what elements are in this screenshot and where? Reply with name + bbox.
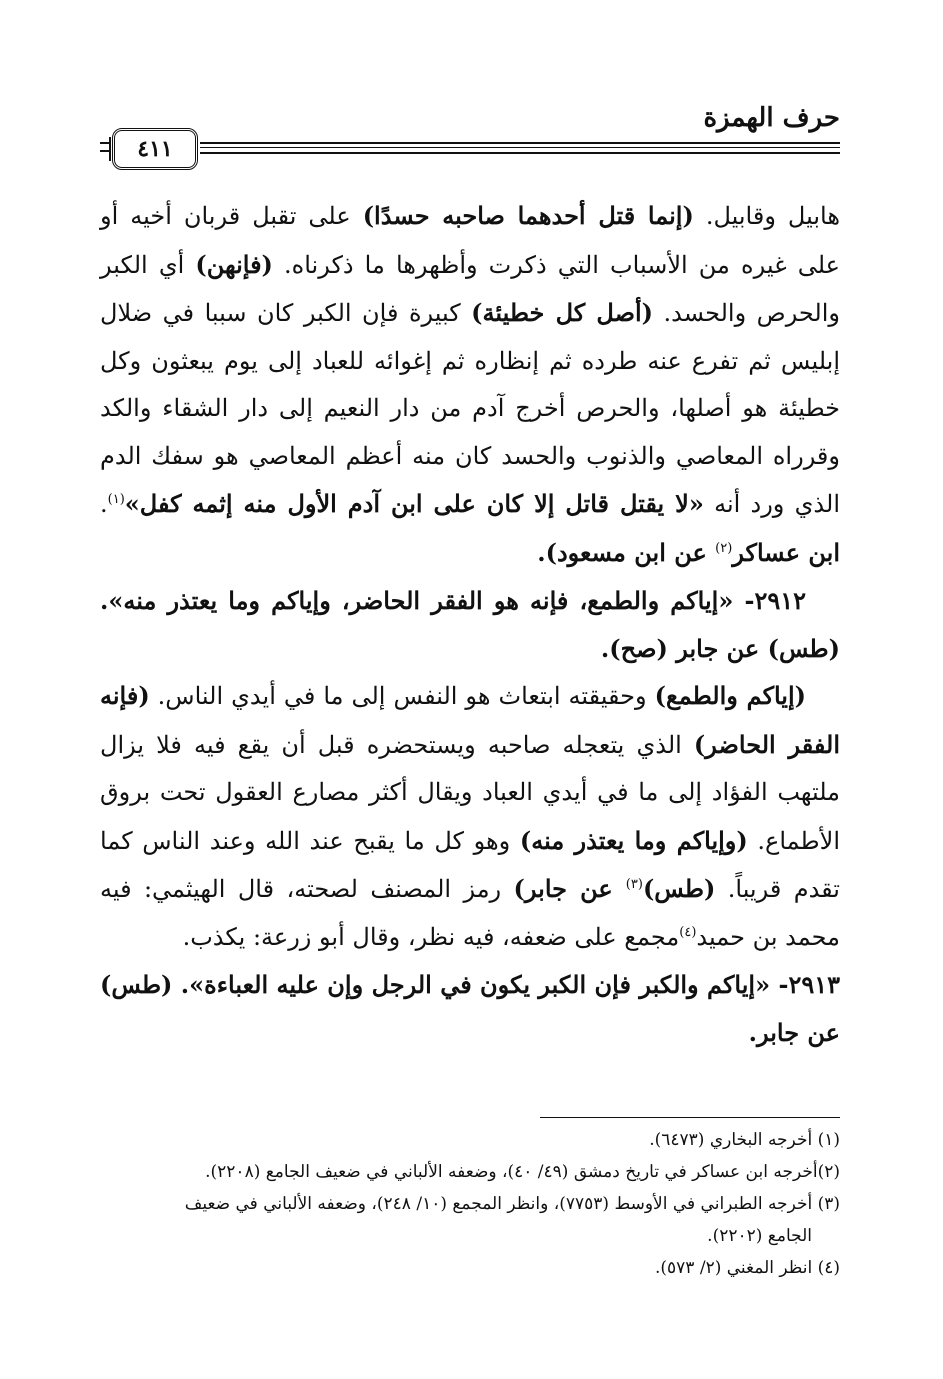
page-number-text: ٤١١ [137,136,173,162]
main-text [100,192,840,1056]
footnote-ref[interactable]: (٤) [679,924,697,940]
footnote-ref[interactable]: (١) [107,492,125,507]
footnotes [100,1124,840,1284]
footnote-2: (٢)أخرجه ابن عساكر في تاريخ دمشق (٤٩/ ٤٠)، وضعفه الألباني في ضعيف الجامع (٢٢٠٨). [205,1162,840,1182]
page-header [100,100,840,170]
quoted-phrase: (فإنه الفقر الحاضر) [100,681,840,759]
quoted-phrase: (فإنهن) [195,249,273,279]
footnote-3-continued: الجامع (٢٢٠٢). [707,1226,812,1246]
footnote-ref[interactable]: (٣) [625,877,643,892]
running-title: حرف الهمزة [703,103,840,133]
footnote-4: (٤) انظر المغني (٢/ ٥٧٣). [654,1258,840,1278]
source-code: (طس) [642,874,716,903]
quoted-phrase: (أصل كل خطيئة) [471,298,653,327]
header-rule [200,142,840,144]
hadith-2912: ٢٩١٢- «إياكم والطمع، فإنه هو الفقر الحاضر، وإياكم وما يعتذر منه». (طس) عن جابر (صح). [100,586,840,663]
quoted-hadith: «لا يقتل قاتل إلا كان على ابن آدم الأول منه إثمه كفل» [124,489,704,518]
paragraph-commentary-2: (إياكم والطمع) وحقيقته ابتعاث هو النفس إلى ما في أيدي الناس. (فإنه الفقر الحاضر) الذي يتعجله صاحبه ويستحضره قبل أن يقع فيه فلا يزال ملتهب الفؤاد إلى ما في أيدي العباد ويقال أكثر مصارع العقول تحت بروق الأطماع. (وإياكم وما يعتذر منه) وهو كل ما يقبح عند الله وعند الناس كما تقدم قريباً. (طس)$^{(٣)}$ عن جابر) رمز المصنف لصحته، قال الهيثمي: فيه محمد بن حميد$^{(٤)}$مجمع على ضعفه، فيه نظر، وقال أبو زرعة: يكذب. [100,681,840,951]
hadith-2913: ٢٩١٣- «إياكم والكبر فإن الكبر يكون في الرجل وإن عليه العباءة». (طس) عن جابر. [100,970,840,1047]
header-rule [200,147,840,148]
quoted-phrase: (إياكم والطمع) [654,681,807,710]
footnote-3: (٣) أخرجه الطبراني في الأوسط (٧٧٥٣)، وانظر المجمع (١٠/ ٢٤٨)، وضعفه الألباني في ضعيف [184,1194,840,1214]
footnote-separator [540,1117,840,1118]
footnote-ref[interactable]: (٢) [715,540,733,556]
page-number [112,128,198,170]
source-name: عن ابن مسعود). [537,537,716,567]
quoted-phrase: (إنما قتل أحدهما صاحبه حسدًا) [362,201,694,230]
quoted-phrase: (وإياكم وما يعتذر منه) [519,825,748,855]
header-rule [200,152,840,154]
source-name: ابن عساكر [732,537,840,567]
paragraph-commentary-1: هابيل وقابيل. (إنما قتل أحدهما صاحبه حسدًا) على تقبل قربان أخيه أو على غيره من الأسباب التي ذكرت وأظهرها ما ذكرناه. (فإنهن) أي الكبر والحرص والحسد. (أصل كل خطيئة) كبيرة فإن الكبر كان سببا في ضلال إبليس ثم تفرع عنه طرده ثم إنظاره ثم إغوائه للعباد إلى يوم يبعثون وكل خطيئة هو أصلها، والحرص أخرج آدم من دار النعيم إلى دار الشقاء والكد وقرراه المعاصي والذنوب والحسد كان منه أعظم المعاصي هو سفك الدم الذي ورد أنه «لا يقتل قاتل إلا كان على ابن آدم الأول منه إثمه كفل»$^{(١)}$. ابن عساكر$^{(٢)}$ عن ابن مسعود). [100,201,840,567]
source-name: عن جابر) [513,874,626,903]
footnote-1: (١) أخرجه البخاري (٦٤٧٣). [649,1130,840,1150]
